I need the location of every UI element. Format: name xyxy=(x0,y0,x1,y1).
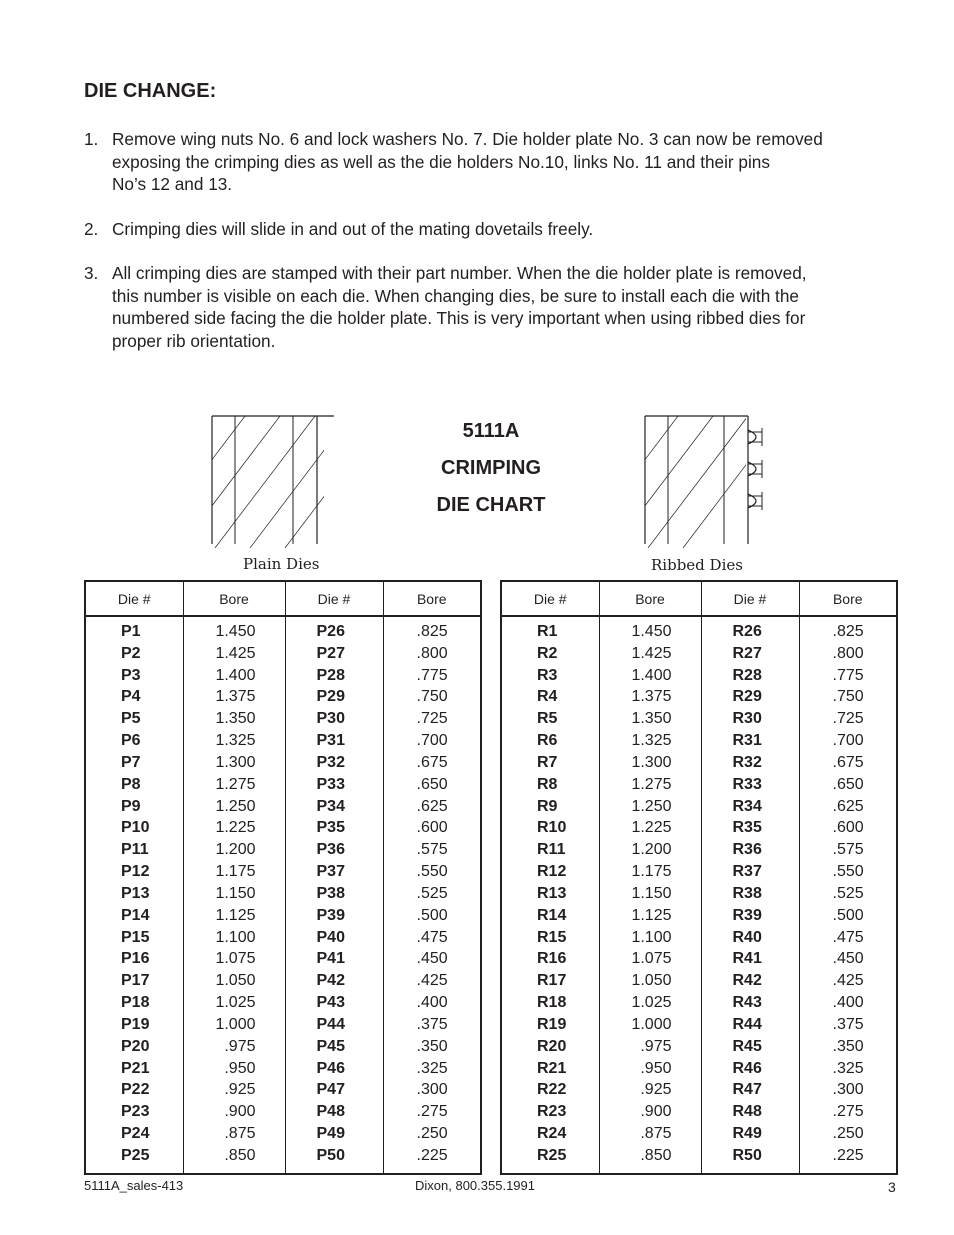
table-cell: R14 xyxy=(537,906,567,924)
table-cell: .525 xyxy=(416,884,448,902)
step-text: Remove wing nuts No. 6 and lock washers No. 7. Die holder plate No. 3 can now be removed exposing the crimping dies as well as the die holders No.10, links No. 11 and their pins No’s 12 and 13. xyxy=(112,129,823,194)
table-cell: R16 xyxy=(537,950,567,968)
table-cell: P21 xyxy=(121,1059,150,1077)
table-cell: .550 xyxy=(416,863,448,881)
table-cell: .650 xyxy=(832,775,864,793)
table-cell: .650 xyxy=(416,775,448,793)
column-header: Bore xyxy=(183,581,285,616)
table-cell: R6 xyxy=(537,732,558,750)
step-text: Crimping dies will slide in and out of the mating dovetails freely. xyxy=(112,218,594,239)
table-cell: .800 xyxy=(832,644,864,662)
table-cell: P37 xyxy=(316,863,345,881)
table-cell: P33 xyxy=(316,775,345,793)
table-cell: .600 xyxy=(416,819,448,837)
table-cell: .225 xyxy=(416,1146,448,1164)
table-cell: 1.250 xyxy=(215,797,256,815)
table-cell: 1.450 xyxy=(215,623,256,640)
table-cell: 1.225 xyxy=(631,819,672,837)
table-cell: 1.125 xyxy=(631,906,672,924)
chart-title-line: CRIMPING xyxy=(441,457,541,479)
table-cell: P40 xyxy=(316,928,345,946)
table-cell: 1.175 xyxy=(215,863,256,881)
table-cell: 1.375 xyxy=(631,688,672,706)
table-cell: P2 xyxy=(121,644,141,662)
table-cell: R33 xyxy=(732,775,762,793)
table-cell: .250 xyxy=(416,1125,448,1143)
table-cell: 1.125 xyxy=(215,906,256,924)
table-cell: 1.100 xyxy=(631,928,672,946)
instruction-list xyxy=(84,128,904,374)
table-cell: R31 xyxy=(732,732,762,750)
table-cell: 1.450 xyxy=(631,623,672,640)
table-cell: P12 xyxy=(121,863,150,881)
table-cell: .700 xyxy=(832,732,864,750)
die-number-list xyxy=(702,617,799,1173)
table-cell: .850 xyxy=(224,1146,256,1164)
table-cell: R47 xyxy=(732,1081,762,1099)
table-cell: P31 xyxy=(316,732,345,750)
table-cell: .775 xyxy=(416,666,448,684)
table-cell: P26 xyxy=(316,623,345,640)
table-cell: .525 xyxy=(832,884,864,902)
table-cell: .350 xyxy=(832,1037,864,1055)
column-header: Die # xyxy=(501,581,599,616)
table-cell: P25 xyxy=(121,1146,150,1164)
table-cell: .275 xyxy=(416,1103,448,1121)
table-cell: .850 xyxy=(640,1146,672,1164)
table-cell: P19 xyxy=(121,1015,150,1033)
column-header: Bore xyxy=(799,581,897,616)
table-cell: R28 xyxy=(732,666,762,684)
table-cell: P20 xyxy=(121,1037,150,1055)
table-cell: 1.425 xyxy=(215,644,256,662)
table-cell: 1.025 xyxy=(631,994,672,1012)
table-cell: R34 xyxy=(732,797,762,815)
table-cell: 1.300 xyxy=(631,753,672,771)
table-cell: R29 xyxy=(732,688,762,706)
column-header: Die # xyxy=(701,581,799,616)
column-header: Bore xyxy=(383,581,481,616)
table-cell: .400 xyxy=(832,994,864,1012)
table-cell: P10 xyxy=(121,819,150,837)
table-cell: .875 xyxy=(224,1125,256,1143)
table-cell: .600 xyxy=(832,819,864,837)
table-cell: R2 xyxy=(537,644,558,662)
table-cell: .375 xyxy=(416,1015,448,1033)
table-cell: P24 xyxy=(121,1125,150,1143)
table-cell: 1.425 xyxy=(631,644,672,662)
ribbed-dies-table xyxy=(500,580,898,1175)
step-number: 2. xyxy=(84,218,99,239)
table-cell: P27 xyxy=(316,644,345,662)
table-cell: R27 xyxy=(732,644,762,662)
table-cell: .825 xyxy=(832,623,864,640)
chart-title-line: DIE CHART xyxy=(436,494,546,516)
table-cell: R25 xyxy=(537,1146,567,1164)
table-cell: .950 xyxy=(224,1059,256,1077)
table-cell: R41 xyxy=(732,950,762,968)
bore-list xyxy=(600,617,701,1173)
table-cell: .450 xyxy=(832,950,864,968)
table-cell: R8 xyxy=(537,775,558,793)
table-cell: P42 xyxy=(316,972,345,990)
table-cell: 1.100 xyxy=(215,928,256,946)
table-cell: P14 xyxy=(121,906,150,924)
table-cell: .950 xyxy=(640,1059,672,1077)
table-cell: P35 xyxy=(316,819,345,837)
table-cell: .925 xyxy=(224,1081,256,1099)
table-cell: R24 xyxy=(537,1125,567,1143)
table-cell: .825 xyxy=(416,623,448,640)
table-cell: R42 xyxy=(732,972,762,990)
table-cell: R49 xyxy=(732,1125,762,1143)
die-number-list xyxy=(86,617,183,1173)
table-cell: P11 xyxy=(121,841,149,859)
table-cell: P15 xyxy=(121,928,150,946)
table-cell: 1.300 xyxy=(215,753,256,771)
footer-contact: Dixon, 800.355.1991 xyxy=(415,1178,535,1193)
table-cell: P34 xyxy=(316,797,345,815)
table-cell: R10 xyxy=(537,819,567,837)
table-cell: P23 xyxy=(121,1103,150,1121)
table-cell: R23 xyxy=(537,1103,567,1121)
table-cell: .550 xyxy=(832,863,864,881)
table-cell: P7 xyxy=(121,753,141,771)
table-cell: R44 xyxy=(732,1015,762,1033)
table-cell: R20 xyxy=(537,1037,567,1055)
column-header: Bore xyxy=(599,581,701,616)
table-cell: P16 xyxy=(121,950,150,968)
table-cell: .250 xyxy=(832,1125,864,1143)
table-cell: R32 xyxy=(732,753,762,771)
table-cell: P17 xyxy=(121,972,150,990)
table-cell: R46 xyxy=(732,1059,762,1077)
table-cell: P18 xyxy=(121,994,150,1012)
table-cell: 1.350 xyxy=(215,710,256,728)
table-cell: 1.000 xyxy=(215,1015,256,1033)
table-cell: R1 xyxy=(537,623,558,640)
table-cell: P46 xyxy=(316,1059,345,1077)
table-cell: .500 xyxy=(832,906,864,924)
table-cell: .925 xyxy=(640,1081,672,1099)
table-cell: .975 xyxy=(640,1037,672,1055)
table-cell: R5 xyxy=(537,710,558,728)
table-cell: P4 xyxy=(121,688,141,706)
bore-list xyxy=(800,617,897,1173)
table-cell: P22 xyxy=(121,1081,150,1099)
instruction-step xyxy=(84,128,904,196)
table-cell: P49 xyxy=(316,1125,345,1143)
table-cell: .675 xyxy=(416,753,448,771)
table-cell: P1 xyxy=(121,623,141,640)
table-cell: .225 xyxy=(832,1146,864,1164)
table-cell: 1.025 xyxy=(215,994,256,1012)
instruction-step xyxy=(84,262,904,352)
table-cell: P28 xyxy=(316,666,345,684)
table-cell: .725 xyxy=(832,710,864,728)
table-cell: 1.175 xyxy=(631,863,672,881)
table-cell: R26 xyxy=(732,623,762,640)
table-cell: R39 xyxy=(732,906,762,924)
bore-list xyxy=(384,617,481,1173)
table-cell: 1.150 xyxy=(631,884,672,902)
die-number-list xyxy=(502,617,599,1173)
step-number: 3. xyxy=(84,263,99,283)
ribbed-dies-caption: Ribbed Dies xyxy=(651,556,743,574)
table-cell: R38 xyxy=(732,884,762,902)
table-cell: R17 xyxy=(537,972,567,990)
table-cell: R7 xyxy=(537,753,558,771)
ribbed-die-diagram xyxy=(638,408,783,548)
table-cell: R35 xyxy=(732,819,762,837)
die-number-list xyxy=(286,617,383,1173)
table-cell: P45 xyxy=(316,1037,345,1055)
table-cell: .625 xyxy=(832,797,864,815)
table-cell: R12 xyxy=(537,863,567,881)
table-body-row xyxy=(85,616,481,1174)
table-cell: .750 xyxy=(832,688,864,706)
table-cell: .500 xyxy=(416,906,448,924)
table-cell: P48 xyxy=(316,1103,345,1121)
table-cell: .350 xyxy=(416,1037,448,1055)
table-cell: R15 xyxy=(537,928,567,946)
table-cell: .375 xyxy=(832,1015,864,1033)
footer-document-id: 5111A_sales-413 xyxy=(84,1178,184,1193)
table-cell: .275 xyxy=(832,1103,864,1121)
table-cell: P38 xyxy=(316,884,345,902)
table-cell: P5 xyxy=(121,710,141,728)
table-cell: .450 xyxy=(416,950,448,968)
table-cell: R50 xyxy=(732,1146,762,1164)
table-cell: R36 xyxy=(732,841,762,859)
table-cell: .625 xyxy=(416,797,448,815)
table-cell: .775 xyxy=(832,666,864,684)
table-cell: .750 xyxy=(416,688,448,706)
table-cell: R4 xyxy=(537,688,558,706)
table-header-row xyxy=(501,581,897,616)
table-cell: P6 xyxy=(121,732,141,750)
table-cell: .400 xyxy=(416,994,448,1012)
table-cell: .325 xyxy=(416,1059,448,1077)
page-number: 3 xyxy=(888,1179,896,1195)
table-cell: .575 xyxy=(832,841,864,859)
table-cell: P9 xyxy=(121,797,141,815)
table-cell: 1.075 xyxy=(215,950,256,968)
table-cell: P39 xyxy=(316,906,345,924)
table-cell: R18 xyxy=(537,994,567,1012)
step-number: 1. xyxy=(84,129,99,149)
plain-die-diagram xyxy=(205,408,340,548)
table-cell: R43 xyxy=(732,994,762,1012)
table-cell: 1.275 xyxy=(215,775,256,793)
table-cell: .900 xyxy=(640,1103,672,1121)
table-cell: R45 xyxy=(732,1037,762,1055)
plain-dies-caption: Plain Dies xyxy=(243,555,320,573)
table-cell: .475 xyxy=(832,928,864,946)
table-cell: 1.350 xyxy=(631,710,672,728)
plain-dies-table xyxy=(84,580,482,1175)
table-cell: P32 xyxy=(316,753,345,771)
table-cell: .425 xyxy=(832,972,864,990)
table-cell: P3 xyxy=(121,666,141,684)
table-cell: R3 xyxy=(537,666,558,684)
table-cell: P43 xyxy=(316,994,345,1012)
table-cell: P44 xyxy=(316,1015,345,1033)
table-cell: P50 xyxy=(316,1146,345,1164)
table-cell: 1.050 xyxy=(631,972,672,990)
bore-list xyxy=(184,617,285,1173)
table-cell: 1.050 xyxy=(215,972,256,990)
table-cell: .300 xyxy=(832,1081,864,1099)
table-cell: 1.200 xyxy=(631,841,672,859)
table-cell: R48 xyxy=(732,1103,762,1121)
table-cell: R40 xyxy=(732,928,762,946)
chart-title-line: 5111A xyxy=(462,420,520,442)
table-cell: R37 xyxy=(732,863,762,881)
table-cell: .875 xyxy=(640,1125,672,1143)
table-cell: .575 xyxy=(416,841,448,859)
instruction-step xyxy=(84,218,904,241)
table-cell: P8 xyxy=(121,775,141,793)
table-cell: R19 xyxy=(537,1015,567,1033)
table-cell: 1.375 xyxy=(215,688,256,706)
table-cell: 1.400 xyxy=(215,666,256,684)
table-cell: R22 xyxy=(537,1081,567,1099)
table-cell: 1.400 xyxy=(631,666,672,684)
table-cell: R13 xyxy=(537,884,567,902)
table-cell: P13 xyxy=(121,884,150,902)
table-cell: 1.225 xyxy=(215,819,256,837)
table-cell: R9 xyxy=(537,797,558,815)
table-cell: P36 xyxy=(316,841,345,859)
column-header: Die # xyxy=(285,581,383,616)
table-cell: 1.325 xyxy=(215,732,256,750)
table-cell: 1.275 xyxy=(631,775,672,793)
table-cell: R11 xyxy=(537,841,566,859)
table-cell: P41 xyxy=(316,950,345,968)
table-cell: .800 xyxy=(416,644,448,662)
table-cell: .475 xyxy=(416,928,448,946)
table-cell: 1.075 xyxy=(631,950,672,968)
table-cell: R30 xyxy=(732,710,762,728)
table-cell: .975 xyxy=(224,1037,256,1055)
section-heading: DIE CHANGE: xyxy=(84,80,217,102)
table-body-row xyxy=(501,616,897,1174)
table-cell: 1.200 xyxy=(215,841,256,859)
table-cell: .725 xyxy=(416,710,448,728)
table-cell: .300 xyxy=(416,1081,448,1099)
table-cell: P30 xyxy=(316,710,345,728)
table-cell: P47 xyxy=(316,1081,345,1099)
table-cell: .325 xyxy=(832,1059,864,1077)
table-cell: 1.325 xyxy=(631,732,672,750)
table-cell: R21 xyxy=(537,1059,567,1077)
column-header: Die # xyxy=(85,581,183,616)
table-cell: .675 xyxy=(832,753,864,771)
table-cell: .425 xyxy=(416,972,448,990)
table-cell: .700 xyxy=(416,732,448,750)
table-cell: 1.000 xyxy=(631,1015,672,1033)
table-cell: 1.150 xyxy=(215,884,256,902)
table-cell: P29 xyxy=(316,688,345,706)
step-text: All crimping dies are stamped with their part number. When the die holder plate is removed, this number is visible on each die. When changing dies, be sure to install each die with the numbered side facing the die holder plate. This is very important when using ribbed dies for proper rib orientation. xyxy=(112,263,807,351)
table-cell: .900 xyxy=(224,1103,256,1121)
table-cell: 1.250 xyxy=(631,797,672,815)
table-header-row xyxy=(85,581,481,616)
